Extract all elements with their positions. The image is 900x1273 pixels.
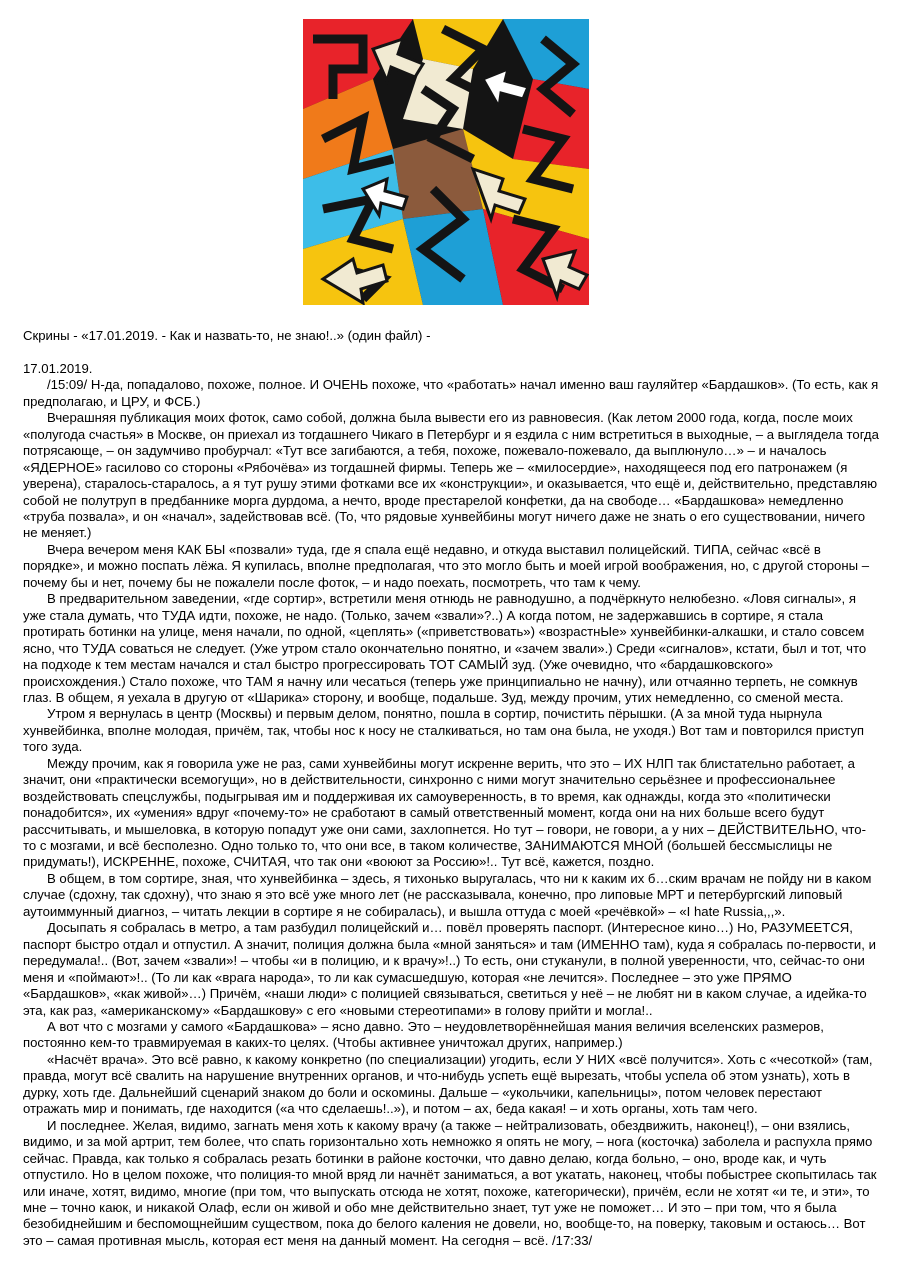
entry-date: 17.01.2019. — [23, 360, 93, 376]
graffiti-arrows-icon — [303, 19, 589, 305]
paragraph-8: Досыпать я собралась в метро, а там разбудил полицейский и… повёл проверять паспорт. (Интересное кино…) Но, РАЗУМЕЕТСЯ, паспорт быстро отдал и отпустил. А значит, полиция должна была «мной заняться» и там (ИМЕННО там), куда я собралась по-первости, и передумала!.. (Вот, зачем «звали»! – чтобы «и в полицию, и к врачу»!..) То есть, они стуканули, в полной уверенности, что, сейчас-то они меня и «поймают»!.. (То ли как «врага народа», то ли как сумасшедшую, которая «не лечится». Последнее – это уже ПРЯМО «Бардашков», «как живой»…) Причём, «наши люди» с полицией связываться, светиться у неё – не любят ни в каком случае, а идейка-то эта, как раз, «американскому» «Бардашкову» с его «новыми стереотипами» в голову прийти и могла!.. — [23, 920, 876, 1018]
paragraph-2: Вчерашняя публикация моих фоток, само собой, должна была вывести его из равновесия. (Как летом 2000 года, когда, после моих «полугода счастья» в Москве, он приехал из тогдашнего Чикаго в Петербург и я ездила с ним встретиться в выходные, – а выглядела тогда потрясающе, – он задумчиво пробурчал: «Тут все загибаются, а тебя, похоже, пожевало-пожевало, да выплюнуло…» – и началось «ЯДЕРНОЕ» гасилово со стороны «Рябочёва» из тогдашней фирмы. Теперь же – «милосердие», находящееся под его патронажем (я уверена), старалось-старалось, а я тут рушу этими фотками все их «конструкции», и оказывается, что ещё и, действительно, представляю собой не полутруп в предбаннике морга дурдома, а нечто, вроде престарелой конфетки, да на свободе… «Бардашкова» немедленно «труба позвала», и он «начал», задействовав всё. (То, что рядовые хунвейбины могут ничего даже не знать о его существовании, ничего не меняет.) — [23, 410, 879, 541]
paragraph-11: И последнее. Желая, видимо, загнать меня хоть к какому врачу (а также – нейтрализовать, обездвижить, наконец!), – они взялись, видимо, и за мой артрит, тем более, что спать горизонтально хоть немножко я опять не могу, – нога (косточка) заболела и распухла прямо сейчас. Правда, как только я собралась резать ботинки в районе косточки, что давно делаю, когда больно, – оно, вроде как, и чуть отпустило. Но в целом похоже, что полиция-то мной вряд ли начнёт заниматься, а вот укатать, наконец, чтобы побыстрее скопытилась так или иначе, хотят, видимо, многие (при том, что выпускать отсюда не хотят, похоже, категорически), причём, если не хотят «и те, и эти», то мне – точно каюк, и никакой Олаф, если он живой и обо мне действительно знает, тут уже не поможет… И это – при том, что я была безобиднейшим и беспомощнейшим существом, пока до белого каления не довели, но, вообще-то, на поверку, таковым и остаюсь… Вот это – самая противная мысль, которая ест меня на данный момент. На сегодня – всё. /17:33/ — [23, 1117, 877, 1248]
graffiti-artwork-image — [303, 19, 589, 305]
paragraph-7: В общем, в том сортире, зная, что хунвейбинка – здесь, я тихонько выругалась, что ни к каким их б…ским врачам не пойду ни в каком случае (сдохну, так сдохну), что знаю я это всё уже много лет (не рассказывала, конечно, про липовые МРТ и петербургский липовый аутоиммунный диагноз, – читать лекции в сортире я не собиралась), и вышла оттуда с моей «речёвкой» – «I hate Russia,,,». — [23, 870, 872, 919]
paragraph-1: /15:09/ Н-да, попадалово, похоже, полное. И ОЧЕНЬ похоже, что «работать» начал именно ваш гауляйтер «Бардашков». (То есть, как я предполагаю, и ЦРУ, и ФСБ.) — [23, 377, 879, 409]
paragraph-3: Вчера вечером меня КАК БЫ «позвали» туда, где я спала ещё недавно, и откуда выставил полицейский. ТИПА, сейчас «всё в порядке», и можно поспать лёжа. Я купилась, вполне предполагая, что это могло быть и моей игрой воображения, но, с другой стороны – почему бы и нет, почему бы не пожалели после фоток, – и надо поехать, посмотреть, что там к чему. — [23, 541, 870, 590]
document-body — [23, 328, 879, 1249]
paragraph-4: В предварительном заведении, «где сортир», встретили меня отнюдь не равнодушно, а подчёркнуто нелюбезно. «Ловя сигналы», я уже стала думать, что ТУДА идти, похоже, не надо. (Только, зачем «звали»?..) А когда потом, не задержавшись в сортире, я стала протирать ботинки на улице, меня начали, по одной, «цеплять» («приветствовать») «возрастнЫе» хунвейбинки-алкашки, и стало совсем ясно, что ТУДА соваться не следует. (Уже утром стало окончательно понятно, и «зачем звали».) Среди «сигналов», кстати, был и тот, что на подходе к тем местам начался и стал быстро прогрессировать ТОТ САМЫЙ зуд. (Уже очевидно, что «бардашковского» происхождения.) Стало похоже, что ТАМ я начну или чесаться (теперь уже принципиально не начну), или отчаянно терпеть, не сомкнув глаз. В общем, я уехала в другую от «Шарика» сторону, и вообще, подальше. Зуд, между прочим, утих немедленно, со сменой места. — [23, 591, 867, 705]
screenshot-caption: Скрины - «17.01.2019. - Как и назвать-то, не знаю!..» (один файл) - — [23, 328, 431, 343]
paragraph-5: Утром я вернулась в центр (Москвы) и первым делом, понятно, пошла в сортир, почистить пёрышки. (А за мной туда нырнула хунвейбинка, вполне молодая, причём, так, чтобы нос к носу не сталкиваться, но там она была, не уходя.) Вот там и повторился приступ того зуда. — [23, 706, 865, 755]
paragraph-6: Между прочим, как я говорила уже не раз, сами хунвейбины могут искренне верить, что это – ИХ НЛП так блистательно работает, а значит, они «практически всемогущи», но в действительности, синхронно с ними могут значительно серьёзнее и профессиональнее воздействовать спецслужбы, подыгрывая им и поддерживая их самоуверенность, в то время, как однажды, когда это «политически понадобится», их «умения» вдруг «почему-то» не сработают в самый ответственный момент, когда они на них больше всего будут рассчитывать, и мышеловка, в которую попадут уже они сами, захлопнется. Но тут – говори, не говори, а у них – ДЕЙСТВИТЕЛЬНО, что-то с мозгами, и всё бесполезно. Одно только то, что они все, в таком количестве, ЗАНИМАЮТСЯ МНОЙ (большей бессмыслицы не придумать!), ИСКРЕННЕ, похоже, СЧИТАЯ, что так они «воюют за Россию»!.. Тут всё, кажется, поздно. — [23, 755, 866, 870]
paragraph-10: «Насчёт врача». Это всё равно, к какому конкретно (по специализации) угодить, если У НИХ «всё получится». Хоть с «чесоткой» (там, правда, могут всё свалить на нарушение внутренних органов, и что-нибудь успеть ещё вырезать, чтобы успела об этом узнать), хоть в дурку, хоть где. Дальнейший сценарий знаком до боли и оскомины. Дальше – «укольчики, капельницы», потом человек перестают отражать мир и понимать, где находится («а что сделаешь!..»), и потом – ах, беда какая! – и хоть органы, хоть там чего. — [23, 1051, 873, 1117]
paragraph-9: А вот что с мозгами у самого «Бардашкова» – ясно давно. Это – неудовлетворённейшая мания величия вселенских размеров, постоянно кем-то травмируемая в каких-то целях. (Чтобы активнее уничтожал других, например.) — [23, 1019, 824, 1051]
